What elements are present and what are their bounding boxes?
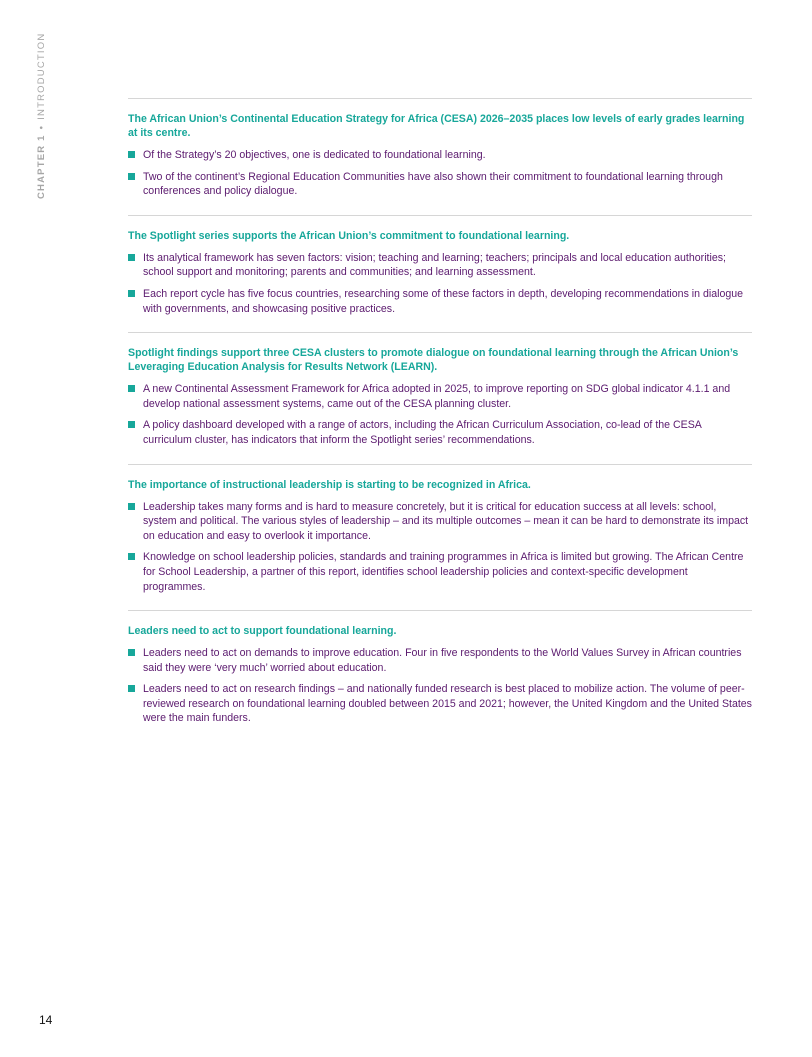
bullet-list bbox=[128, 500, 752, 595]
chapter-label: CHAPTER 1 bbox=[36, 134, 47, 199]
section-heading: Spotlight findings support three CESA clusters to promote dialogue on foundational learning through the African Union’s Leveraging Education Analysis for Results Network (LEARN). bbox=[128, 347, 739, 374]
square-bullet-icon bbox=[128, 385, 135, 392]
bullet-text: A policy dashboard developed with a range of actors, including the African Curriculum Association, co-lead of the CESA curriculum cluster, has indicators that inform the Spotlight series’ recommendations. bbox=[143, 419, 702, 446]
bullet-text: Leaders need to act on demands to improve education. Four in five respondents to the World Values Survey in African countries said they were ‘very much’ worried about education. bbox=[143, 647, 742, 674]
bullet-item bbox=[128, 550, 752, 594]
bullet-item bbox=[128, 148, 752, 163]
bullet-item bbox=[128, 418, 752, 447]
bullet-item bbox=[128, 287, 752, 316]
summary-section-cesa bbox=[128, 98, 752, 215]
summary-section-spotlight bbox=[128, 215, 752, 332]
bullet-text: Its analytical framework has seven factors: vision; teaching and learning; teachers; principals and local education authorities; school support and monitoring; parents and communities; and learning assessment. bbox=[143, 251, 726, 279]
summary-section-learn bbox=[128, 332, 752, 463]
bullet-text: Leadership takes many forms and is hard to measure concretely, but it is critical for education success at all levels: school, system and political. The various styles of leadership – and its multiple outcomes – mean it can be hard to demonstrate its impact on education and easy to overlook it importance. bbox=[143, 500, 749, 542]
chapter-side-label bbox=[36, 33, 47, 199]
chapter-separator: • bbox=[36, 124, 47, 130]
bullet-item bbox=[128, 382, 752, 411]
section-heading: Leaders need to act to support foundational learning. bbox=[128, 625, 397, 638]
square-bullet-icon bbox=[128, 290, 135, 297]
chapter-section-label: INTRODUCTION bbox=[36, 32, 47, 120]
summary-section-leaders-act bbox=[128, 610, 752, 742]
bullet-list bbox=[128, 251, 752, 316]
bullet-item bbox=[128, 251, 752, 280]
summary-content bbox=[128, 98, 752, 742]
square-bullet-icon bbox=[128, 503, 135, 510]
square-bullet-icon bbox=[128, 173, 135, 180]
square-bullet-icon bbox=[128, 151, 135, 158]
bullet-text: Knowledge on school leadership policies, standards and training programmes in Africa is limited but growing. The African Centre for School Leadership, a partner of this report, identifies school leadership policies and context-specific development programmes. bbox=[143, 551, 744, 593]
bullet-text: Two of the continent’s Regional Education Communities have also shown their commitment to foundational learning through conferences and policy dialogue. bbox=[143, 170, 723, 198]
bullet-list bbox=[128, 148, 752, 199]
bullet-item bbox=[128, 500, 752, 544]
square-bullet-icon bbox=[128, 254, 135, 261]
bullet-text: Leaders need to act on research findings – and nationally funded research is best placed to mobilize action. The volume of peer-reviewed research on foundational learning doubled between 2015 and 2021; however, the United Kingdom and the United States were the main funders. bbox=[143, 683, 752, 725]
square-bullet-icon bbox=[128, 685, 135, 692]
bullet-text: A new Continental Assessment Framework for Africa adopted in 2025, to improve reporting on SDG global indicator 4.1.1 and develop national assessment systems, came out of the CESA planning cluster. bbox=[143, 383, 731, 410]
bullet-item bbox=[128, 646, 752, 675]
bullet-list bbox=[128, 382, 752, 447]
bullet-item bbox=[128, 682, 752, 726]
square-bullet-icon bbox=[128, 649, 135, 656]
bullet-item bbox=[128, 170, 752, 199]
bullet-list bbox=[128, 646, 752, 726]
bullet-text: Of the Strategy’s 20 objectives, one is dedicated to foundational learning. bbox=[143, 149, 486, 161]
section-heading: The Spotlight series supports the African Union’s commitment to foundational learning. bbox=[128, 229, 570, 242]
section-heading: The African Union’s Continental Education Strategy for Africa (CESA) 2026–2035 places low levels of early grades learning at its centre. bbox=[128, 113, 745, 139]
bullet-text: Each report cycle has five focus countries, researching some of these factors in depth, developing recommendations in dialogue with governments, and showcasing positive practices. bbox=[143, 287, 744, 315]
section-heading: The importance of instructional leadership is starting to be recognized in Africa. bbox=[128, 478, 531, 491]
square-bullet-icon bbox=[128, 421, 135, 428]
summary-section-leadership bbox=[128, 464, 752, 611]
page-number: 14 bbox=[39, 1013, 53, 1027]
square-bullet-icon bbox=[128, 553, 135, 560]
